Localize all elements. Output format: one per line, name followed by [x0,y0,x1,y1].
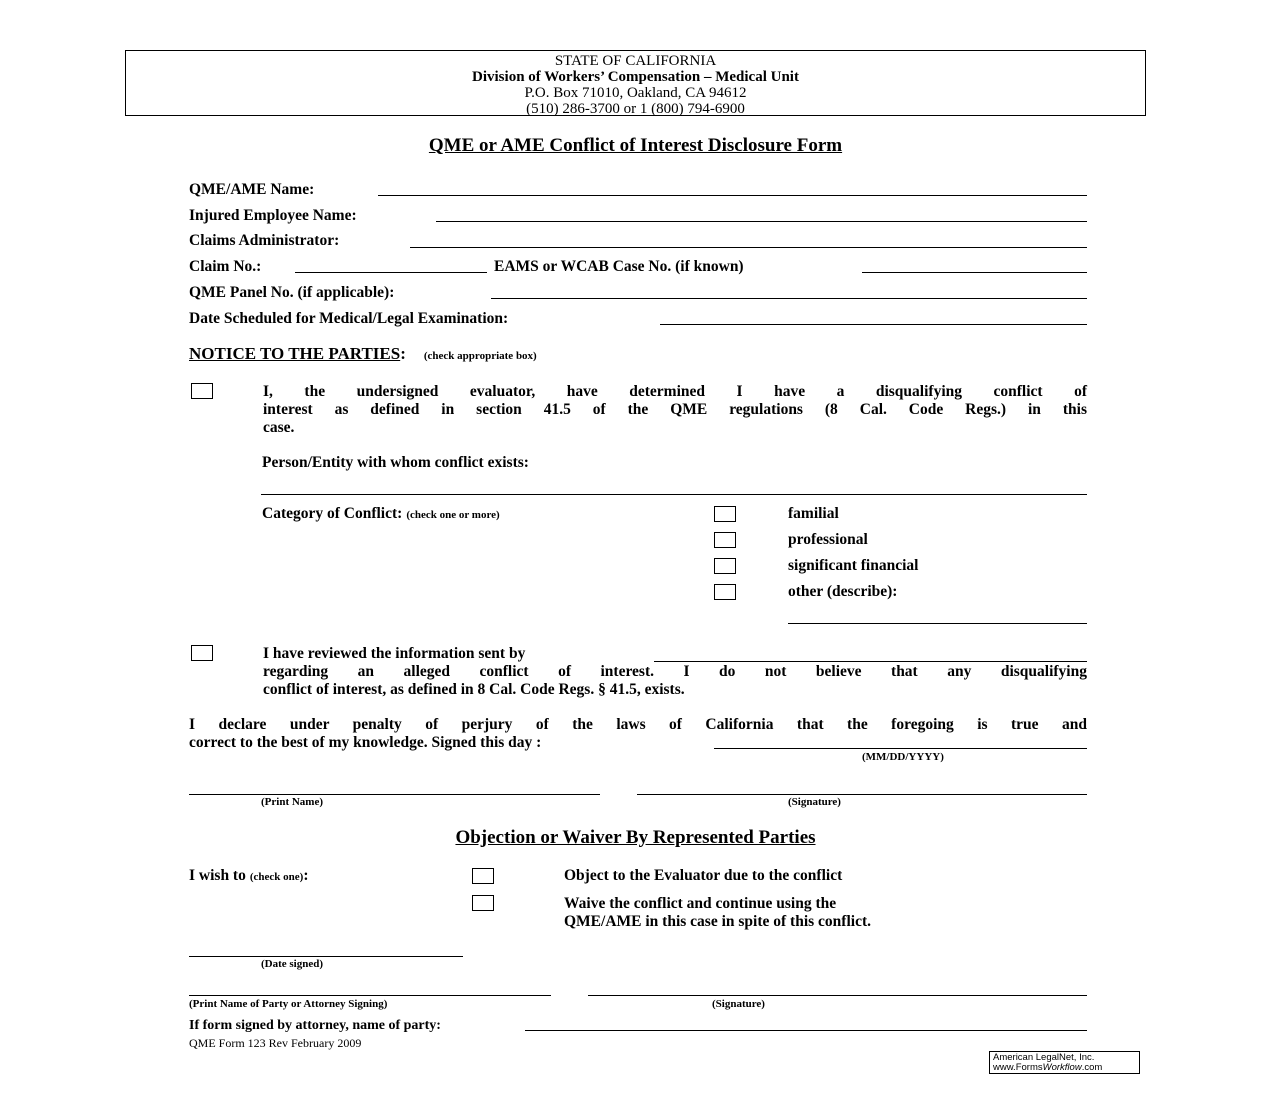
no-conflict-line3: conflict of interest, as defined in 8 Cal. Code Regs. § 41.5, exists. [263,681,685,698]
other-checkbox[interactable] [714,584,736,600]
header-address: P.O. Box 71010, Oakland, CA 94612 [524,85,747,101]
badge-url-suffix: .com [1081,1062,1103,1073]
attorney-party-field[interactable] [525,1030,1087,1031]
header-phone: (510) 286-3700 or 1 (800) 794-6900 [526,101,745,117]
eams-case-label: EAMS or WCAB Case No. (if known) [494,258,744,275]
person-entity-field[interactable] [261,494,1087,495]
print-name-field[interactable] [189,794,600,795]
notice-hint: (check appropriate box) [423,350,537,362]
no-conflict-line1: I have reviewed the information sent by [263,645,526,662]
date-signed-field[interactable] [189,956,463,957]
badge-url [993,1063,1136,1073]
attorney-party-label: If form signed by attorney, name of party: [189,1018,441,1033]
qme-name-label: QME/AME Name: [189,181,315,198]
claims-admin-field[interactable] [410,247,1087,248]
conflict-exists-line1: I, the undersigned evaluator, have determined I have a disqualifying conflict of [263,383,1087,400]
conflict-exists-checkbox[interactable] [191,383,213,399]
party-print-name-caption: (Print Name of Party or Attorney Signing) [189,998,388,1010]
info-sent-by-field[interactable] [654,661,1087,662]
waive-option-line1: Waive the conflict and continue using the [564,895,837,912]
waive-checkbox[interactable] [472,895,494,911]
claim-no-field[interactable] [295,272,487,273]
qme-name-field[interactable] [378,195,1087,196]
object-checkbox[interactable] [472,868,494,884]
header-division: Division of Workers’ Compensation – Medical Unit [472,69,799,85]
party-signature-field[interactable] [588,995,1087,996]
claims-admin-label: Claims Administrator: [189,232,340,249]
form-title: QME or AME Conflict of Interest Disclosure Form [428,135,843,156]
form-id: QME Form 123 Rev February 2009 [189,1036,362,1050]
header-state: STATE OF CALIFORNIA [554,53,717,69]
familial-checkbox[interactable] [714,506,736,522]
date-scheduled-label: Date Scheduled for Medical/Legal Examination: [189,310,509,327]
badge-url-prefix: www.Forms [993,1062,1043,1073]
notice-colon: : [400,344,406,363]
category-label: Category of Conflict: [262,505,403,522]
agency-header [125,50,1146,116]
declaration-line2: correct to the best of my knowledge. Signed this day : [189,734,542,751]
print-name-caption: (Print Name) [261,796,324,808]
no-conflict-checkbox[interactable] [191,645,213,661]
significant-financial-checkbox[interactable] [714,558,736,574]
category-professional: professional [788,531,868,548]
legalnet-badge [989,1051,1140,1074]
category-hint: (check one or more) [406,509,500,521]
category-familial: familial [788,505,839,522]
no-conflict-line2: regarding an alleged conflict of interest. I do not believe that any disqualifying [263,663,1087,680]
waive-option-line2: QME/AME in this case in spite of this conflict. [564,913,871,930]
wish-label: I wish to [189,867,246,884]
eams-case-field[interactable] [862,272,1087,273]
declaration-line1: I declare under penalty of perjury of the laws of California that the foregoing is true and [189,716,1087,733]
signed-date-field[interactable] [714,748,1087,749]
panel-no-field[interactable] [491,298,1087,299]
badge-company: American LegalNet, Inc. [993,1052,1095,1063]
conflict-exists-line3: case. [263,419,295,436]
badge-url-italic: Workflow [1042,1062,1082,1073]
wish-colon: : [303,867,309,884]
employee-name-label: Injured Employee Name: [189,207,357,224]
date-scheduled-field[interactable] [660,324,1087,325]
notice-title: NOTICE TO THE PARTIES [189,344,401,363]
date-signed-caption: (Date signed) [261,958,324,970]
signature-caption: (Signature) [788,796,841,808]
notice-heading [189,344,537,364]
date-format-hint: (MM/DD/YYYY) [862,751,944,763]
category-significant-financial: significant financial [788,557,919,574]
claim-no-label: Claim No.: [189,258,262,275]
objection-title: Objection or Waiver By Represented Parties [455,827,816,848]
person-entity-label: Person/Entity with whom conflict exists: [262,454,529,471]
wish-hint: (check one) [249,871,304,883]
professional-checkbox[interactable] [714,532,736,548]
panel-no-label: QME Panel No. (if applicable): [189,284,395,301]
party-signature-caption: (Signature) [712,998,765,1010]
category-other: other (describe): [788,583,898,600]
object-option: Object to the Evaluator due to the conflict [564,867,843,884]
conflict-exists-line2: interest as defined in section 41.5 of the QME regulations (8 Cal. Code Regs.) in this [263,401,1087,418]
other-describe-field[interactable] [788,623,1087,624]
party-print-name-field[interactable] [189,995,551,996]
category-heading [262,505,500,523]
evaluator-signature-field[interactable] [637,794,1087,795]
employee-name-field[interactable] [436,221,1087,222]
wish-heading [189,867,309,885]
